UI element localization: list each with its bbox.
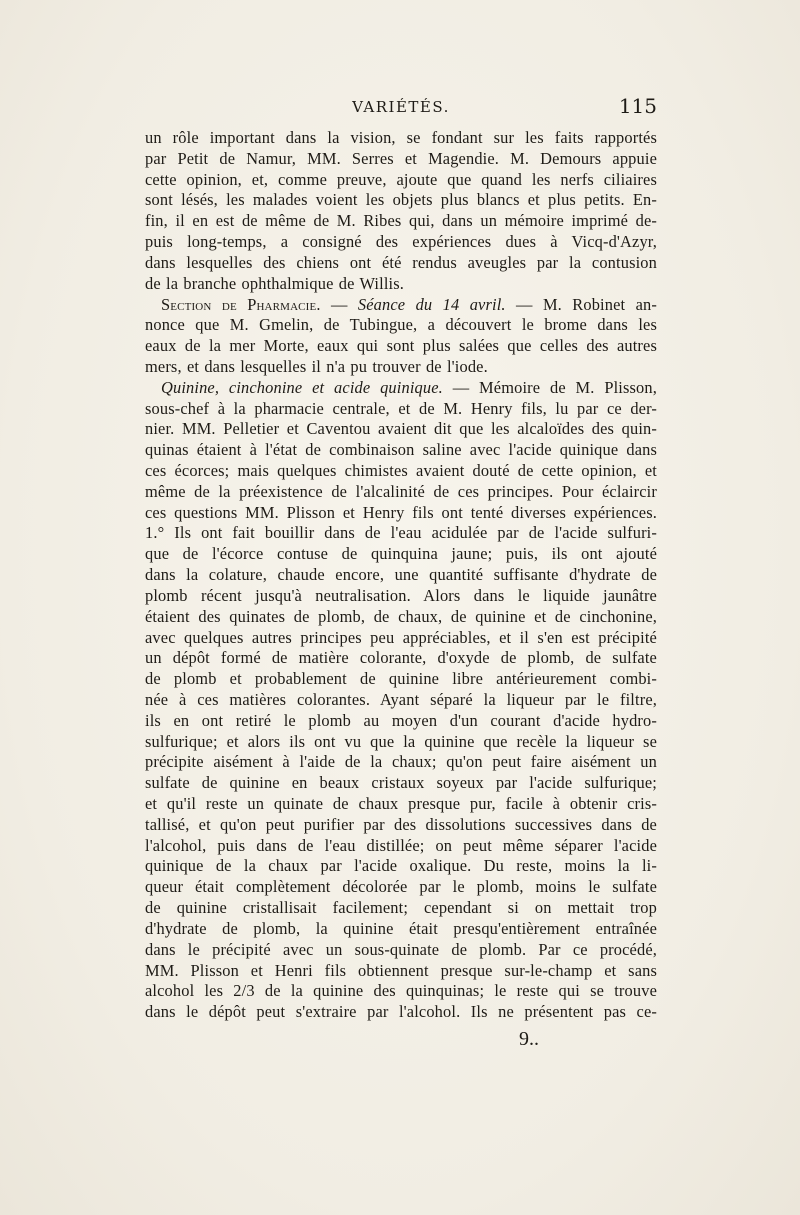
running-title: VARIÉTÉS. — [352, 98, 450, 116]
text-run: — — [320, 294, 358, 314]
text-line: avec quelques autres principes peu appréciables, et il s'en est précipité — [145, 627, 657, 647]
text-line: ces questions MM. Plisson et Henry fils ont tenté diverses expériences. — [145, 502, 657, 522]
text-line: sulfurique; et alors ils ont vu que la quinine que recèle la liqueur se — [145, 731, 657, 751]
text-line: précipite aisément à l'aide de la chaux; qu'on peut faire aisément un — [145, 752, 657, 772]
text-line: un rôle important dans la vision, se fondant sur les faits rapportés — [145, 128, 657, 147]
text-line: mers, et dans lesquelles il n'a pu trouver de l'iode. — [145, 356, 488, 376]
page-header — [145, 96, 657, 126]
text-line: fin, il en est de même de M. Ribes qui, dans un mémoire imprimé de- — [145, 211, 657, 231]
text-line: que de l'écorce contuse de quinquina jaune; puis, ils ont ajouté — [145, 544, 657, 564]
text-line: née à ces matières colorantes. Ayant séparé la liqueur par le filtre, — [145, 689, 657, 709]
text-line: MM. Plisson et Henri fils obtiennent presque sur-le-champ et sans — [145, 960, 657, 980]
text-line: eaux de la mer Morte, eaux qui sont plus salées que celles des autres — [145, 336, 657, 356]
text-line: dans lesquelles des chiens ont été rendus aveugles par la contusion — [145, 252, 657, 272]
text-line: sulfate de quinine en beaux cristaux soyeux par l'acide sulfurique; — [145, 773, 657, 793]
text-line: et qu'il reste un quinate de chaux presque pur, facile à obtenir cris- — [145, 794, 657, 813]
text-line — [145, 295, 657, 316]
italic-text: Séance du 14 avril. — [357, 294, 506, 314]
text-line: d'hydrate de plomb, la quinine était presqu'entièrement entraînée — [145, 918, 657, 938]
text-line: sous-chef à la pharmacie centrale, et de M. Henry fils, lu par ce der- — [145, 398, 657, 418]
text-line: un dépôt formé de matière colorante, d'oxyde de plomb, de sulfate — [145, 648, 657, 668]
body-text — [145, 128, 657, 1023]
text-line: quinique de la chaux par l'acide oxalique. Du reste, moins la li- — [145, 856, 657, 876]
text-line: 1.° Ils ont fait bouillir dans de l'eau acidulée par de l'acide sulfuri- — [145, 523, 657, 543]
text-run: — M. Robinet an- — [505, 294, 657, 314]
text-line: tallisé, et qu'on peut purifier par des dissolutions successives dans de — [145, 814, 657, 834]
text-line: l'alcohol, puis dans de l'eau distillée; on peut même séparer l'acide — [145, 835, 657, 855]
text-line: ces écorces; mais quelques chimistes avaient douté de cette opinion, et — [145, 461, 657, 480]
text-line: alcohol les 2/3 de la quinine des quinquinas; le reste qui se trouve — [145, 981, 657, 1001]
text-line: puis long-temps, a consigné des expériences dues à Vicq-d'Azyr, — [145, 232, 657, 252]
text-line: quinas étaient à l'état de combinaison saline avec l'acide quinique dans — [145, 440, 657, 460]
text-line: nonce que M. Gmelin, de Tubingue, a découvert le brome dans les — [145, 315, 657, 335]
text-line: par Petit de Namur, MM. Serres et Magendie. M. Demours appuie — [145, 148, 657, 168]
section-heading: Section de Pharmacie. — [161, 294, 321, 314]
page-number: 115 — [618, 94, 657, 118]
text-line: queur était complètement décolorée par le plomb, moins le sulfate — [145, 877, 657, 897]
text-line: de quinine cristallisait facilement; cependant si on mettait trop — [145, 898, 657, 918]
text-line: dans le précipité avec un sous-quinate de plomb. Par ce procédé, — [145, 939, 657, 959]
italic-text: Quinine, cinchonine et acide quinique. — [161, 377, 443, 397]
signature-mark: 9.. — [519, 1028, 539, 1050]
text-line: dans le dépôt peut s'extraire par l'alcohol. Ils ne présentent pas ce- — [145, 1002, 657, 1022]
text-line: sont lésés, les malades voient les objets plus blancs et plus petits. En- — [145, 190, 657, 210]
text-line: ils en ont retiré le plomb au moyen d'un courant d'acide hydro- — [145, 710, 657, 730]
text-line: nier. MM. Pelletier et Caventou avaient dit que les alcaloïdes des quin- — [145, 419, 657, 439]
text-line: même de la préexistence de l'alcalinité de ces principes. Pour éclaircir — [145, 481, 657, 501]
text-line: dans la colature, chaude encore, une quantité suffisante d'hydrate de — [145, 565, 657, 585]
text-line — [145, 378, 657, 399]
text-line: cette opinion, et, comme preuve, ajoute que quand les nerfs ciliaires — [145, 169, 657, 189]
text-line: de la branche ophthalmique de Willis. — [145, 273, 405, 293]
text-line: étaient des quinates de plomb, de chaux, de quinine et de cinchonine, — [145, 606, 657, 626]
text-run: — Mémoire de M. Plisson, — [442, 377, 657, 397]
text-line: de plomb et probablement de quinine libre antérieurement combi- — [145, 669, 657, 689]
text-line: plomb récent jusqu'à neutralisation. Alors dans le liquide jaunâtre — [145, 585, 657, 605]
